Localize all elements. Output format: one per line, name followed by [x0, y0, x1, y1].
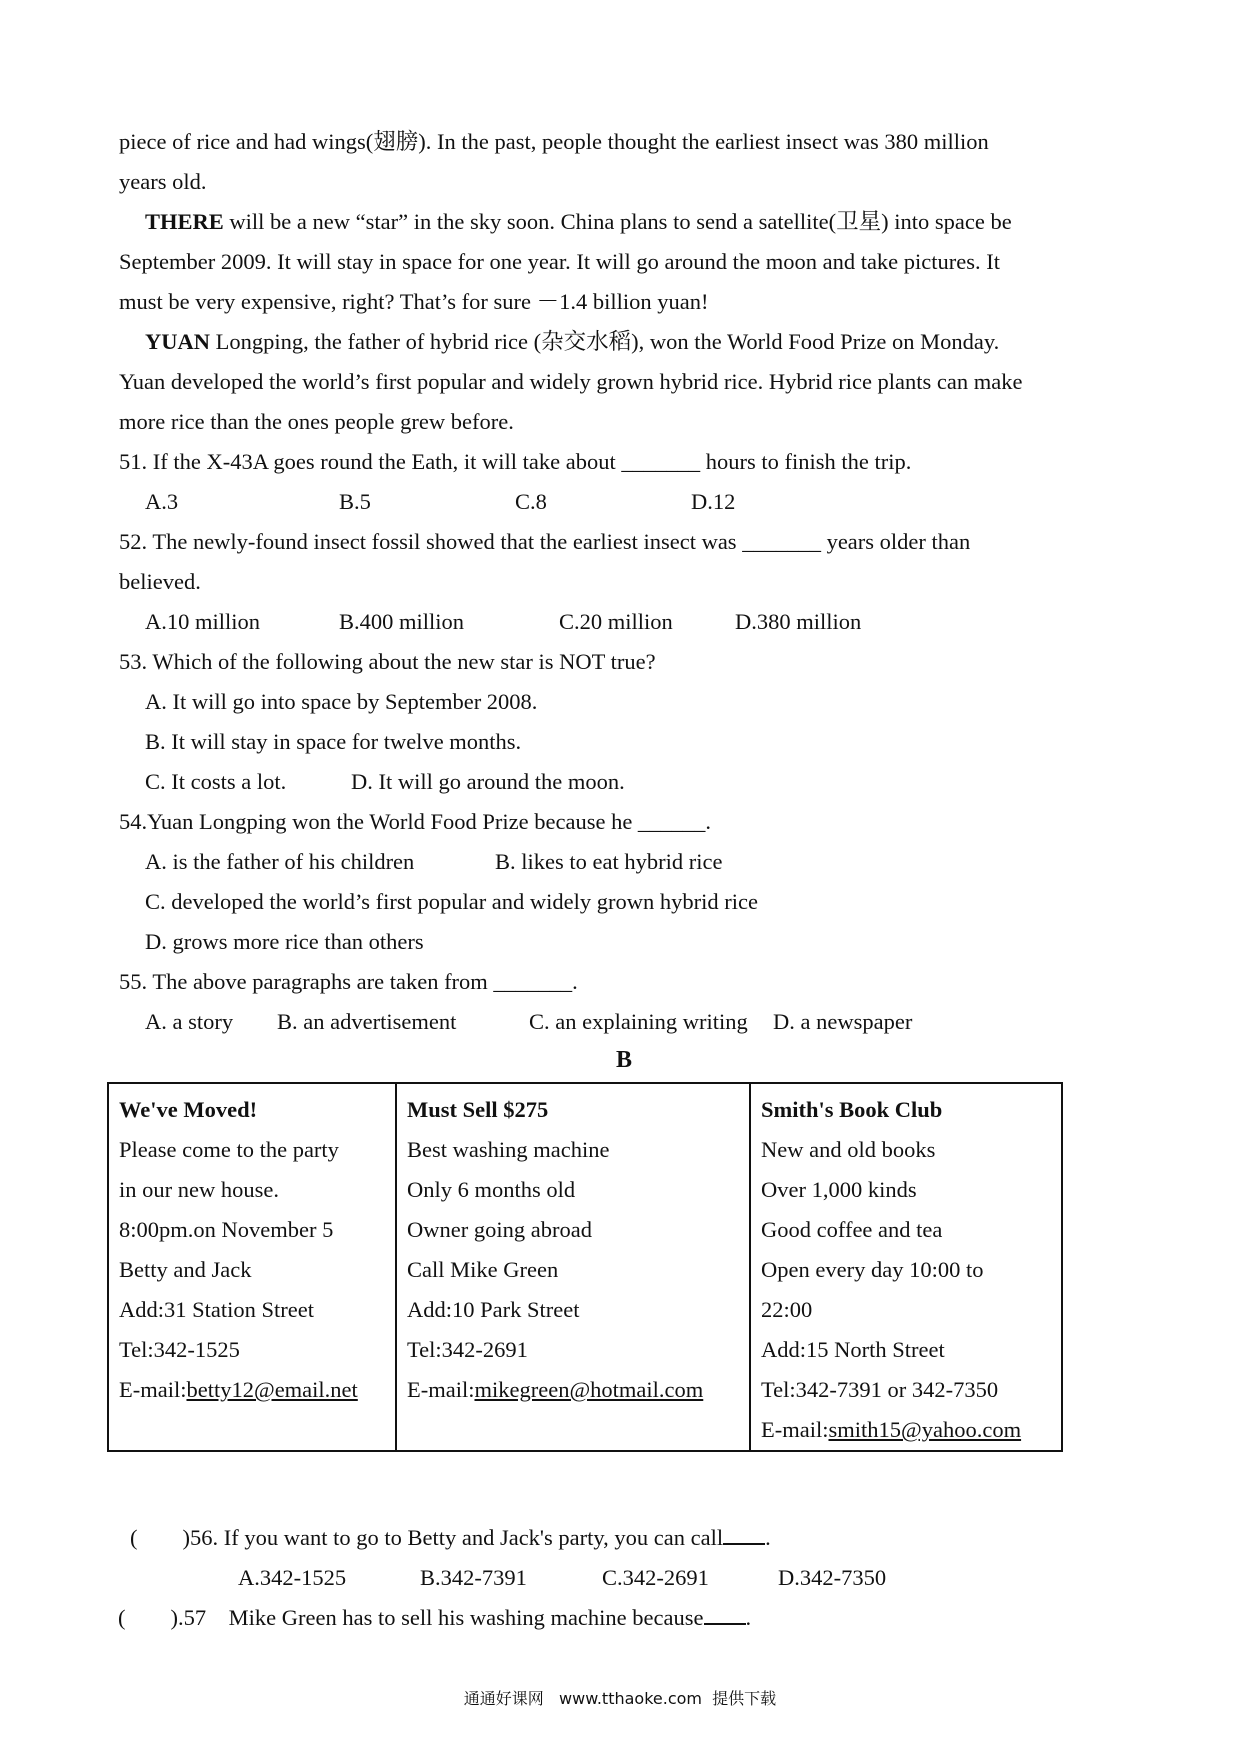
question-55-stem: 55. The above paragraphs are taken from _______.: [119, 969, 578, 994]
ad-line: in our new house.: [119, 1177, 279, 1202]
ad-line: 22:00: [761, 1297, 813, 1322]
ad-heading: Smith's Book Club: [761, 1097, 943, 1122]
passage-line: September 2009. It will stay in space for one year. It will go around the moon and take pictures. It: [119, 249, 1001, 274]
ad-email-line: E-mail:smith15@yahoo.com: [761, 1417, 1022, 1442]
question-55-options: [119, 1002, 1129, 1042]
passage-line: must be very expensive, right? That’s for sure －1.4 billion yuan!: [119, 289, 709, 314]
passage-paragraph-star: [119, 202, 1129, 242]
ad-line: Best washing machine: [407, 1137, 610, 1162]
email-link[interactable]: mikegreen@hotmail.com: [474, 1377, 704, 1402]
option-b: B. It will stay in space for twelve months.: [145, 729, 522, 754]
option-a: A. a story: [145, 1009, 234, 1034]
paragraph-lead: THERE: [145, 209, 224, 234]
ad-line: Only 6 months old: [407, 1177, 576, 1202]
question-54-options-ab: [119, 842, 1129, 882]
passage-text: will be a new “star” in the sky soon. China plans to send a satellite(卫星) into space be: [223, 209, 1012, 234]
option-c: C.8: [515, 489, 547, 514]
option-d: D.342-7350: [778, 1565, 887, 1590]
passage-text: Longping, the father of hybrid rice (杂交水稻), won the World Food Prize on Monday.: [210, 329, 1000, 354]
option-b: B. likes to eat hybrid rice: [495, 849, 723, 874]
passage-line: more rice than the ones people grew before.: [119, 409, 514, 434]
option-b: B.400 million: [339, 609, 465, 634]
option-c: C.20 million: [559, 609, 673, 634]
ad-line: 8:00pm.on November 5: [119, 1217, 334, 1242]
ad-moved: [108, 1083, 396, 1451]
passage-line: piece of rice and had wings(翅膀). In the past, people thought the earliest insect was 380 million: [119, 129, 989, 154]
ad-heading: Must Sell $275: [407, 1097, 549, 1122]
ad-heading: We've Moved!: [119, 1097, 258, 1122]
question-53-stem: 53. Which of the following about the new star is NOT true?: [119, 649, 656, 674]
ad-line: Call Mike Green: [407, 1257, 559, 1282]
question-56-options: [238, 1558, 886, 1598]
ad-line: Tel:342-2691: [407, 1337, 528, 1362]
ads-table: [107, 1082, 1063, 1452]
ad-line: Betty and Jack: [119, 1257, 252, 1282]
ad-line: Owner going abroad: [407, 1217, 592, 1242]
question-51-options: [119, 482, 1129, 522]
email-link[interactable]: smith15@yahoo.com: [828, 1417, 1022, 1442]
option-c: C. developed the world’s first popular and widely grown hybrid rice: [145, 889, 758, 914]
paragraph-lead: YUAN: [145, 329, 210, 354]
question-57-stem: ( ).57 Mike Green has to sell his washing machine because .: [118, 1598, 751, 1638]
question-51-stem: 51. If the X-43A goes round the Eath, it will take about _______ hours to finish the trip.: [119, 449, 912, 474]
option-b: B.342-7391: [420, 1565, 527, 1590]
section-b-title: B: [615, 1047, 632, 1073]
ad-line: Please come to the party: [119, 1137, 339, 1162]
document-page: [119, 122, 1129, 1452]
option-c: C.342-2691: [602, 1565, 709, 1590]
ad-line: Over 1,000 kinds: [761, 1177, 917, 1202]
option-c: C. an explaining writing: [529, 1009, 748, 1034]
option-b: B. an advertisement: [277, 1009, 457, 1034]
answer-paren[interactable]: ( ): [130, 1525, 190, 1550]
ad-line: Open every day 10:00 to: [761, 1257, 984, 1282]
passage-paragraph-yuan: [119, 322, 1129, 362]
option-d: D.12: [691, 489, 736, 514]
ad-line: Add:31 Station Street: [119, 1297, 314, 1322]
passage-line: Yuan developed the world’s first popular and widely grown hybrid rice. Hybrid rice plants can make: [119, 369, 1023, 394]
question-52-stem-cont: believed.: [119, 569, 201, 594]
ad-line: Good coffee and tea: [761, 1217, 943, 1242]
question-52-stem: 52. The newly-found insect fossil showed that the earliest insect was _______ years older than: [119, 529, 971, 554]
passage-line: years old.: [119, 169, 207, 194]
page-footer: 通通好课网 www.tthaoke.com 提供下载: [463, 1689, 777, 1708]
option-d: D. a newspaper: [773, 1009, 913, 1034]
question-56-stem: ( )56. If you want to go to Betty and Jack's party, you can call .: [130, 1518, 771, 1558]
ad-line: Tel:342-7391 or 342-7350: [761, 1377, 999, 1402]
question-53-options-cd: [119, 762, 1129, 802]
option-a: A. is the father of his children: [145, 849, 415, 874]
ad-must-sell: [396, 1083, 750, 1451]
option-b: B.5: [339, 489, 371, 514]
option-a: A.342-1525: [238, 1565, 347, 1590]
question-52-options: [119, 602, 1129, 642]
question-54-stem: 54.Yuan Longping won the World Food Prize because he ______.: [119, 809, 712, 834]
ad-email-line: E-mail:betty12@email.net: [119, 1377, 358, 1402]
option-d: D. grows more rice than others: [145, 929, 424, 954]
option-d: D.380 million: [735, 609, 862, 634]
answer-paren[interactable]: ( ): [118, 1605, 178, 1630]
answer-blank: [723, 1521, 765, 1545]
option-a: A. It will go into space by September 2008.: [145, 689, 538, 714]
option-a: A.10 million: [145, 609, 261, 634]
ad-line: Tel:342-1525: [119, 1337, 240, 1362]
ad-email-line: E-mail:mikegreen@hotmail.com: [407, 1377, 704, 1402]
ad-line: Add:10 Park Street: [407, 1297, 580, 1322]
option-c: C. It costs a lot.: [145, 769, 287, 794]
ad-line: New and old books: [761, 1137, 936, 1162]
ad-line: Add:15 North Street: [761, 1337, 945, 1362]
email-link[interactable]: betty12@email.net: [186, 1377, 358, 1402]
answer-blank: [704, 1601, 746, 1625]
option-a: A.3: [145, 489, 179, 514]
ad-book-club: [750, 1083, 1062, 1451]
option-d: D. It will go around the moon.: [351, 769, 625, 794]
